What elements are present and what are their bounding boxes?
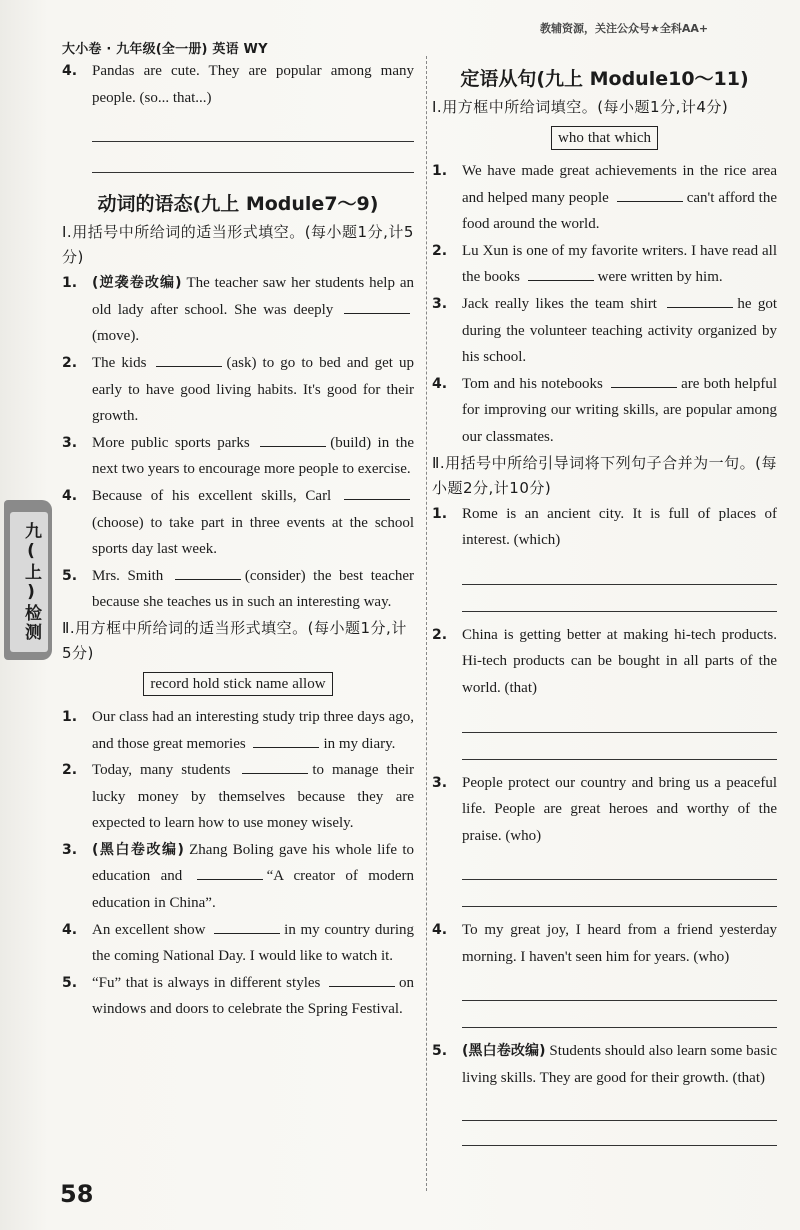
question-text-a: Because of his excellent skills, Carl bbox=[92, 487, 332, 504]
question-text-b: in my diary. bbox=[323, 735, 396, 752]
question-text-a: The teacher saw her students help an old lady after school. She was deeply bbox=[92, 275, 415, 318]
question-number: 4. bbox=[62, 921, 78, 938]
question-item bbox=[62, 970, 414, 1023]
question-item bbox=[432, 622, 777, 702]
question-text-a: The kids bbox=[92, 354, 147, 371]
word-box-item: which bbox=[614, 130, 651, 146]
fill-blank[interactable] bbox=[242, 759, 308, 774]
question-number: 2. bbox=[432, 626, 448, 643]
question-text-a: Zhang Boling gave his whole life to education and bbox=[92, 841, 415, 885]
fill-blank[interactable] bbox=[214, 919, 280, 934]
question-text-a: Lu Xun is one of my favorite writers. I have read all the books bbox=[462, 242, 777, 286]
question-item bbox=[62, 757, 414, 837]
question-text-b: can't afford the food around the world. bbox=[462, 189, 778, 233]
word-box-item: name bbox=[255, 675, 289, 692]
question-text-b: (consider) the best teacher because she teaches us in such an interesting way. bbox=[92, 567, 414, 611]
word-box bbox=[143, 672, 332, 696]
fill-blank[interactable] bbox=[617, 187, 683, 202]
question-text: Pandas are cute. They are popular among many people. (so... that...) bbox=[92, 63, 414, 106]
question-text-b: (move). bbox=[92, 328, 140, 345]
question-text-a: Tom and his notebooks bbox=[462, 375, 603, 392]
question-item bbox=[432, 158, 777, 238]
fill-blank[interactable] bbox=[667, 293, 733, 308]
question-item bbox=[432, 291, 777, 371]
question-item bbox=[62, 350, 414, 430]
question-item bbox=[432, 1038, 777, 1091]
question-item bbox=[62, 58, 414, 111]
word-box-item: hold bbox=[192, 675, 220, 692]
question-item bbox=[432, 501, 777, 554]
question-item bbox=[432, 371, 777, 451]
question-item bbox=[432, 917, 777, 970]
question-number: 3. bbox=[432, 774, 448, 791]
question-text: Rome is an ancient city. It is full of places of interest. (which) bbox=[462, 505, 777, 549]
answer-line[interactable] bbox=[462, 1145, 777, 1146]
question-text-b: in my country during the coming National Day. I would like to watch it. bbox=[92, 921, 414, 965]
question-text-b: to manage their lucky money by themselves because they are expected to learn how to use money wisely. bbox=[92, 762, 415, 832]
fill-blank[interactable] bbox=[329, 972, 395, 987]
fill-blank[interactable] bbox=[528, 266, 594, 281]
question-text: People protect our country and bring us a peaceful life. People are great heroes and worthy of the praise. (who) bbox=[462, 774, 777, 844]
question-number: 2. bbox=[432, 242, 448, 259]
question-text-b: on windows and doors to celebrate the Spring Festival. bbox=[92, 974, 414, 1018]
instruction-part2: Ⅱ.用括号中所给引导词将下列句子合并为一句。(每小题2分,计10分) bbox=[432, 453, 778, 497]
question-item bbox=[432, 238, 777, 291]
question-item bbox=[62, 483, 414, 563]
word-box bbox=[551, 126, 658, 150]
question-text-a: We have made great achievements in the rice area and helped many people bbox=[462, 163, 777, 206]
fill-blank[interactable] bbox=[344, 299, 410, 314]
question-text-b: (build) in the next two years to encourage more people to exercise. bbox=[92, 434, 415, 478]
side-tab-label: 九(上)检测 bbox=[10, 512, 48, 652]
question-number: 4. bbox=[432, 375, 448, 392]
right-column bbox=[432, 58, 777, 1146]
question-number: 2. bbox=[62, 762, 78, 779]
source-tag: (黑白卷改编) bbox=[92, 841, 184, 858]
question-number: 4. bbox=[62, 63, 78, 79]
instruction-part1: Ⅰ.用方框中所给词填空。(每小题1分,计4分) bbox=[432, 98, 729, 116]
question-number: 4. bbox=[62, 487, 78, 504]
question-text: Students should also learn some basic living skills. They are good for their growth. (that) bbox=[462, 1043, 778, 1087]
fill-blank[interactable] bbox=[197, 865, 263, 880]
question-item bbox=[62, 270, 414, 350]
question-item bbox=[62, 837, 414, 917]
fill-blank[interactable] bbox=[175, 565, 241, 580]
fill-blank[interactable] bbox=[253, 733, 319, 748]
question-text-a: Mrs. Smith bbox=[92, 567, 164, 584]
question-number: 5. bbox=[62, 567, 78, 584]
word-box-item: allow bbox=[292, 675, 326, 692]
question-text-a: An excellent show bbox=[92, 921, 206, 938]
question-text-b: he got during the volunteer teaching activity organized by his school. bbox=[462, 295, 777, 366]
fill-blank[interactable] bbox=[611, 373, 677, 388]
question-text-b: are both helpful for improving our writing skills, are popular among our classmates. bbox=[462, 375, 778, 445]
word-box-item: record bbox=[150, 675, 189, 692]
question-text-b: “A creator of modern education in China”. bbox=[92, 868, 415, 912]
question-text-a: Our class had an interesting study trip three days ago, and those great memories bbox=[92, 708, 414, 752]
fill-blank[interactable] bbox=[260, 432, 326, 447]
question-text-a: Today, many students bbox=[92, 762, 231, 779]
question-text-b: (choose) to take part in three events at the school sports day last week. bbox=[92, 514, 414, 558]
question-text: To my great joy, I heard from a friend yesterday morning. I haven't seen him for years. (who) bbox=[462, 922, 777, 965]
question-number: 5. bbox=[62, 974, 78, 991]
question-number: 1. bbox=[432, 163, 448, 179]
question-item bbox=[432, 770, 777, 850]
question-number: 1. bbox=[432, 505, 448, 522]
word-box-item: stick bbox=[223, 675, 252, 692]
question-number: 1. bbox=[62, 708, 78, 725]
word-box-item: that bbox=[587, 130, 611, 146]
question-item bbox=[62, 704, 414, 757]
question-number: 5. bbox=[432, 1043, 448, 1060]
left-column bbox=[62, 58, 414, 1023]
column-divider bbox=[426, 56, 427, 1191]
question-number: 3. bbox=[432, 295, 448, 312]
word-box-item: who bbox=[557, 130, 584, 146]
question-number: 4. bbox=[432, 922, 448, 939]
fill-blank[interactable] bbox=[344, 485, 410, 500]
source-tag: (逆袭卷改编) bbox=[92, 275, 182, 292]
page-number: 58 bbox=[60, 1180, 94, 1208]
question-item bbox=[62, 917, 414, 970]
question-number: 3. bbox=[62, 434, 78, 451]
fill-blank[interactable] bbox=[156, 352, 222, 367]
question-number: 3. bbox=[62, 841, 78, 858]
question-text-b: were written by him. bbox=[597, 269, 723, 286]
question-text-b: (ask) to go to bed and get up early to have good living habits. It's good for their growth. bbox=[92, 354, 414, 425]
question-text-a: Jack really likes the team shirt bbox=[462, 295, 657, 312]
source-tag: (黑白卷改编) bbox=[462, 1043, 546, 1060]
question-text: China is getting better at making hi-tech products. Hi-tech products can be bought in all parts of the world. (that) bbox=[462, 626, 777, 696]
question-number: 2. bbox=[62, 354, 78, 371]
question-text-a: “Fu” that is always in different styles bbox=[92, 974, 321, 991]
section-title-attributive: 定语从句(九上 Module10～11) bbox=[460, 68, 749, 90]
question-number: 1. bbox=[62, 275, 78, 292]
section-title-voice: 动词的语态(九上 Module7～9) bbox=[97, 193, 379, 216]
instruction-part1: Ⅰ.用括号中所给词的适当形式填空。(每小题1分,计5分) bbox=[62, 223, 414, 267]
promo-header: 教辅资源，关注公众号★全科AA+ bbox=[540, 22, 709, 35]
question-text-a: More public sports parks bbox=[92, 434, 250, 451]
question-item bbox=[62, 430, 414, 483]
question-item bbox=[62, 563, 414, 616]
book-header: 大小卷 · 九年级(全一册) 英语 WY bbox=[62, 42, 268, 57]
instruction-part2: Ⅱ.用方框中所给词的适当形式填空。(每小题1分,计5分) bbox=[62, 618, 407, 662]
